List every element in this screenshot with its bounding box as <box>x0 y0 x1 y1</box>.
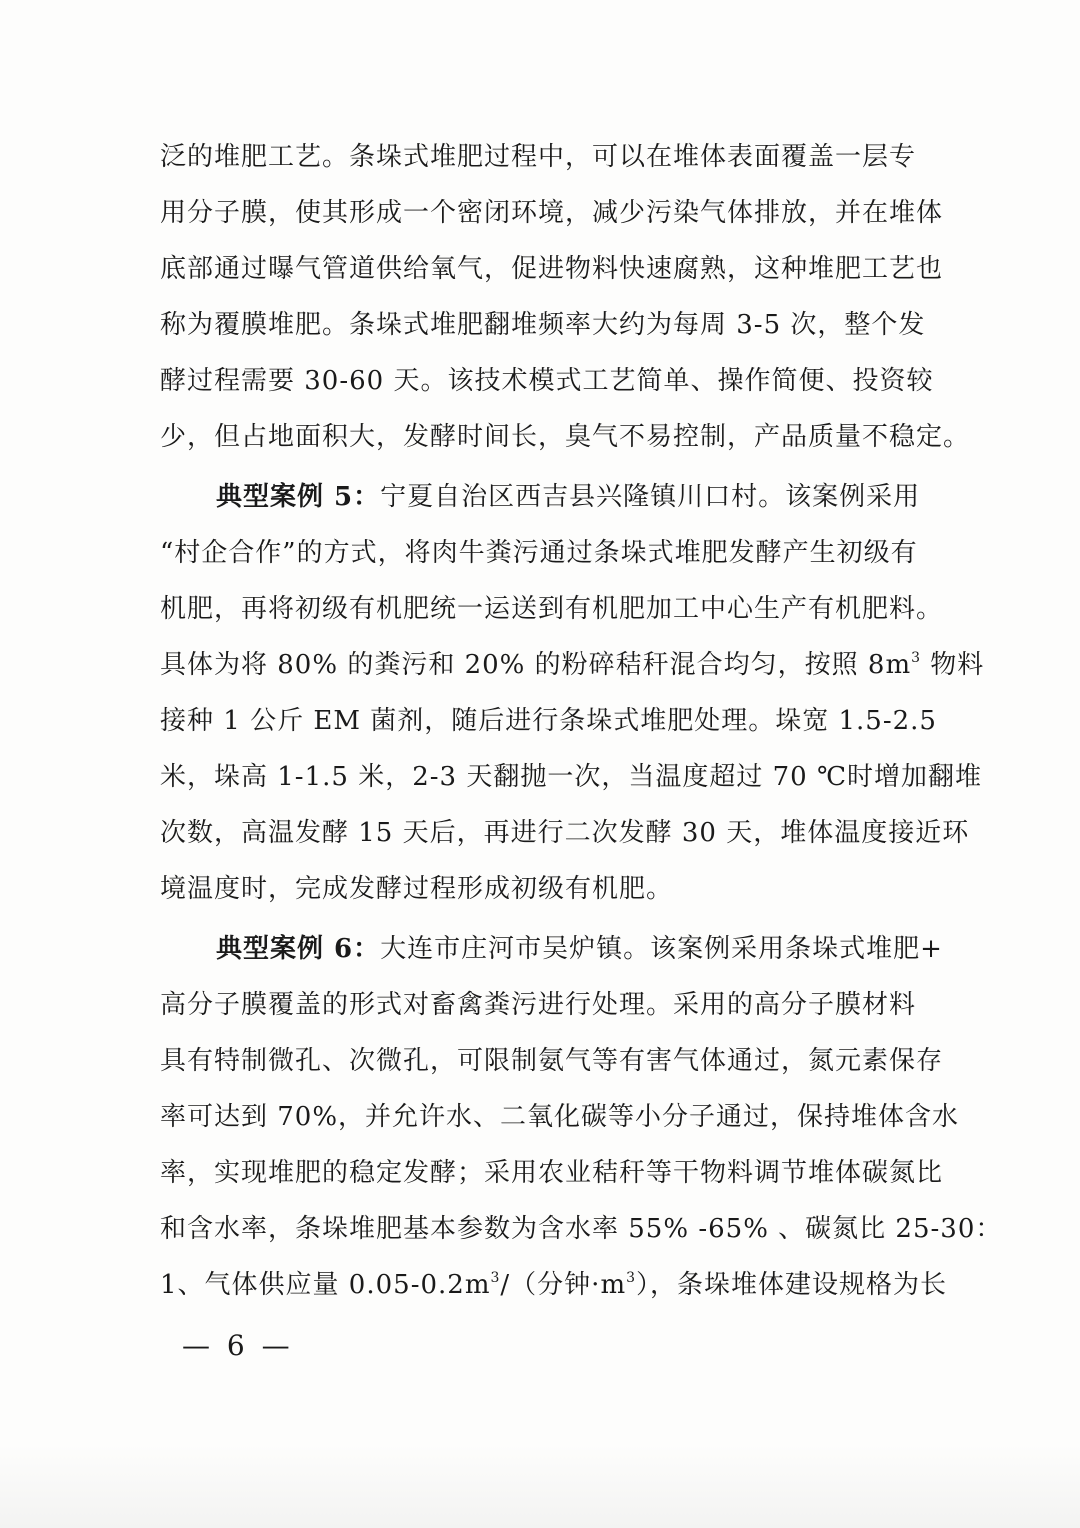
paragraph-line: 率可达到 70%，并允许水、二氧化碳等小分子通过，保持堆体含水 <box>160 1102 960 1132</box>
paragraph-line: 境温度时，完成发酵过程形成初级有机肥。 <box>160 874 674 904</box>
superscript: 3 <box>911 650 922 666</box>
case6-first-line <box>216 929 960 969</box>
paragraph-line: 高分子膜覆盖的形式对畜禽粪污进行处理。采用的高分子膜材料 <box>160 990 917 1020</box>
page-number: — 6 — <box>182 1329 294 1362</box>
superscript: 3 <box>490 1270 501 1286</box>
case6-heading: 典型案例 6： <box>216 934 381 964</box>
paragraph-line: 酵过程需要 30-60 天。该技术模式工艺简单、操作简便、投资较 <box>160 366 934 396</box>
paragraph-line-with-superscript <box>160 645 985 685</box>
paragraph-line: 泛的堆肥工艺。条垛式堆肥过程中，可以在堆体表面覆盖一层专 <box>160 142 917 172</box>
paragraph-line: 米，垛高 1-1.5 米，2-3 天翻抛一次，当温度超过 70 ℃时增加翻堆 <box>160 762 983 792</box>
line-text-tail: 物料 <box>921 650 985 680</box>
paragraph-line: 接种 1 公斤 EM 菌剂，随后进行条垛式堆肥处理。垛宽 1.5-2.5 <box>160 706 937 736</box>
paragraph-line: 用分子膜，使其形成一个密闭环境，减少污染气体排放，并在堆体 <box>160 198 944 228</box>
line-text: 具体为将 80% 的粪污和 20% 的粉碎秸秆混合均匀，按照 8m <box>160 650 912 680</box>
line-text-tail: ），条垛堆体建设规格为长 <box>636 1270 948 1300</box>
line-text: 1、气体供应量 0.05-0.2m <box>160 1270 491 1300</box>
paragraph-line: 次数，高温发酵 15 天后，再进行二次发酵 30 天，堆体温度接近环 <box>160 818 970 848</box>
superscript: 3 <box>626 1270 637 1286</box>
paragraph-line: 机肥，再将初级有机肥统一运送到有机肥加工中心生产有机肥料。 <box>160 594 944 624</box>
case5-first-line-text: 宁夏自治区西吉县兴隆镇川口村。该案例采用 <box>380 482 921 512</box>
paragraph-line: 率，实现堆肥的稳定发酵；采用农业秸秆等干物料调节堆体碳氮比 <box>160 1158 944 1188</box>
paragraph-line-with-superscript <box>160 1265 960 1305</box>
paragraph-line: 少，但占地面积大，发酵时间长，臭气不易控制，产品质量不稳定。 <box>160 422 971 452</box>
paragraph-line: 底部通过曝气管道供给氧气，促进物料快速腐熟，这种堆肥工艺也 <box>160 254 944 284</box>
case5-first-line <box>216 477 960 517</box>
paragraph-line: 具有特制微孔、次微孔，可限制氨气等有害气体通过，氮元素保存 <box>160 1046 944 1076</box>
case6-first-line-text: 大连市庄河市吴炉镇。该案例采用条垛式堆肥+ <box>380 934 943 964</box>
paragraph-line: 称为覆膜堆肥。条垛式堆肥翻堆频率大约为每周 3-5 次，整个发 <box>160 310 926 340</box>
case5-heading: 典型案例 5： <box>216 482 381 512</box>
line-text-mid: /（分钟·m <box>500 1270 627 1300</box>
paragraph-line: “村企合作”的方式，将肉牛粪污通过条垛式堆肥发酵产生初级有 <box>160 538 918 568</box>
paragraph-line: 和含水率，条垛堆肥基本参数为含水率 55% -65% 、碳氮比 25-30： <box>160 1214 1003 1244</box>
scan-shade <box>0 1445 1080 1528</box>
